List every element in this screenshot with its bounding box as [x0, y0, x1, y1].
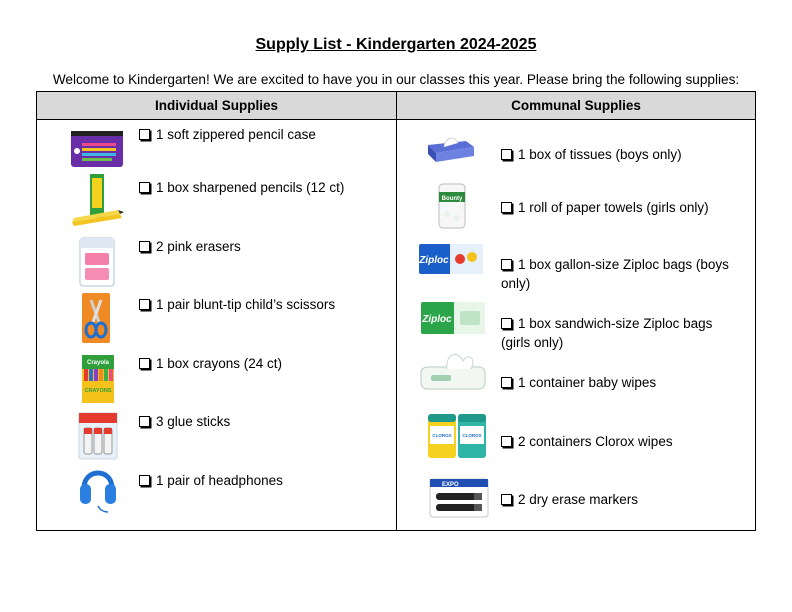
checkbox-icon [501, 149, 512, 160]
checkbox-icon [501, 377, 512, 388]
communal-header: Communal Supplies [397, 92, 755, 120]
crayons-brand-text: Crayola [86, 360, 110, 366]
item-label: 1 container baby wipes [518, 375, 657, 390]
erasers-icon [79, 237, 115, 287]
headphones-icon [78, 460, 118, 514]
clorox-brand-text: CLOROX [462, 433, 482, 438]
item-label: 1 pair blunt-tip child’s scissors [156, 297, 336, 312]
crayons-icon [81, 354, 115, 404]
checkbox-icon [501, 318, 512, 329]
ziploc-gallon-icon [418, 243, 484, 275]
checkbox-icon [139, 182, 150, 193]
intro-text: Welcome to Kindergarten! We are excited to have you in our classes this year. Please bring the following supplies: [52, 72, 740, 87]
item-label: 3 glue sticks [156, 414, 231, 429]
baby-wipes-icon [417, 347, 489, 393]
checkbox-icon [139, 129, 150, 140]
dry-erase-markers-icon [428, 475, 490, 521]
page-title: Supply List - Kindergarten 2024-2025 [255, 36, 537, 53]
scissors-icon [81, 292, 111, 344]
tissues-icon [426, 135, 476, 163]
clorox-brand-text: CLOROX [432, 433, 452, 438]
item-label: 1 box crayons (24 ct) [156, 356, 283, 371]
ziploc-sandwich-icon [420, 301, 486, 335]
item-label: 1 soft zippered pencil case [156, 127, 316, 142]
item-label: 2 pink erasers [156, 239, 241, 254]
checkbox-icon [139, 475, 150, 486]
checkbox-icon [501, 202, 512, 213]
checkbox-icon [139, 416, 150, 427]
glue-sticks-icon [78, 412, 118, 460]
item-label: 1 box gallon-size Ziploc bags (boys only) [501, 257, 729, 291]
item-label: 2 dry erase markers [518, 492, 639, 507]
item-label: 1 pair of headphones [156, 473, 283, 488]
paper-towels-brand-text: Bounty [441, 196, 463, 202]
ziploc-gallon-brand-text: Ziploc [419, 255, 449, 266]
item-label: 1 roll of paper towels (girls only) [518, 200, 709, 215]
individual-header: Individual Supplies [37, 92, 397, 120]
checkbox-icon [139, 358, 150, 369]
checkbox-icon [501, 259, 512, 270]
supply-table [36, 91, 756, 531]
pencil-case-icon [70, 129, 124, 169]
column-divider [396, 92, 397, 530]
pencils-icon [70, 172, 124, 228]
checkbox-icon [139, 241, 150, 252]
checkbox-icon [139, 299, 150, 310]
item-label: 2 containers Clorox wipes [518, 434, 673, 449]
ziploc-sandwich-brand-text: Ziploc [422, 314, 452, 325]
markers-brand-text: EXPO [442, 482, 459, 488]
checkbox-icon [501, 436, 512, 447]
item-label: 1 box sandwich-size Ziploc bags (girls only) [501, 316, 713, 350]
crayons-box-text: CRAYONS [84, 388, 112, 394]
item-label: 1 box of tissues (boys only) [518, 147, 682, 162]
clorox-wipes-icon [426, 410, 488, 460]
paper-towels-icon [437, 182, 467, 230]
checkbox-icon [501, 494, 512, 505]
item-label: 1 box sharpened pencils (12 ct) [156, 180, 345, 195]
